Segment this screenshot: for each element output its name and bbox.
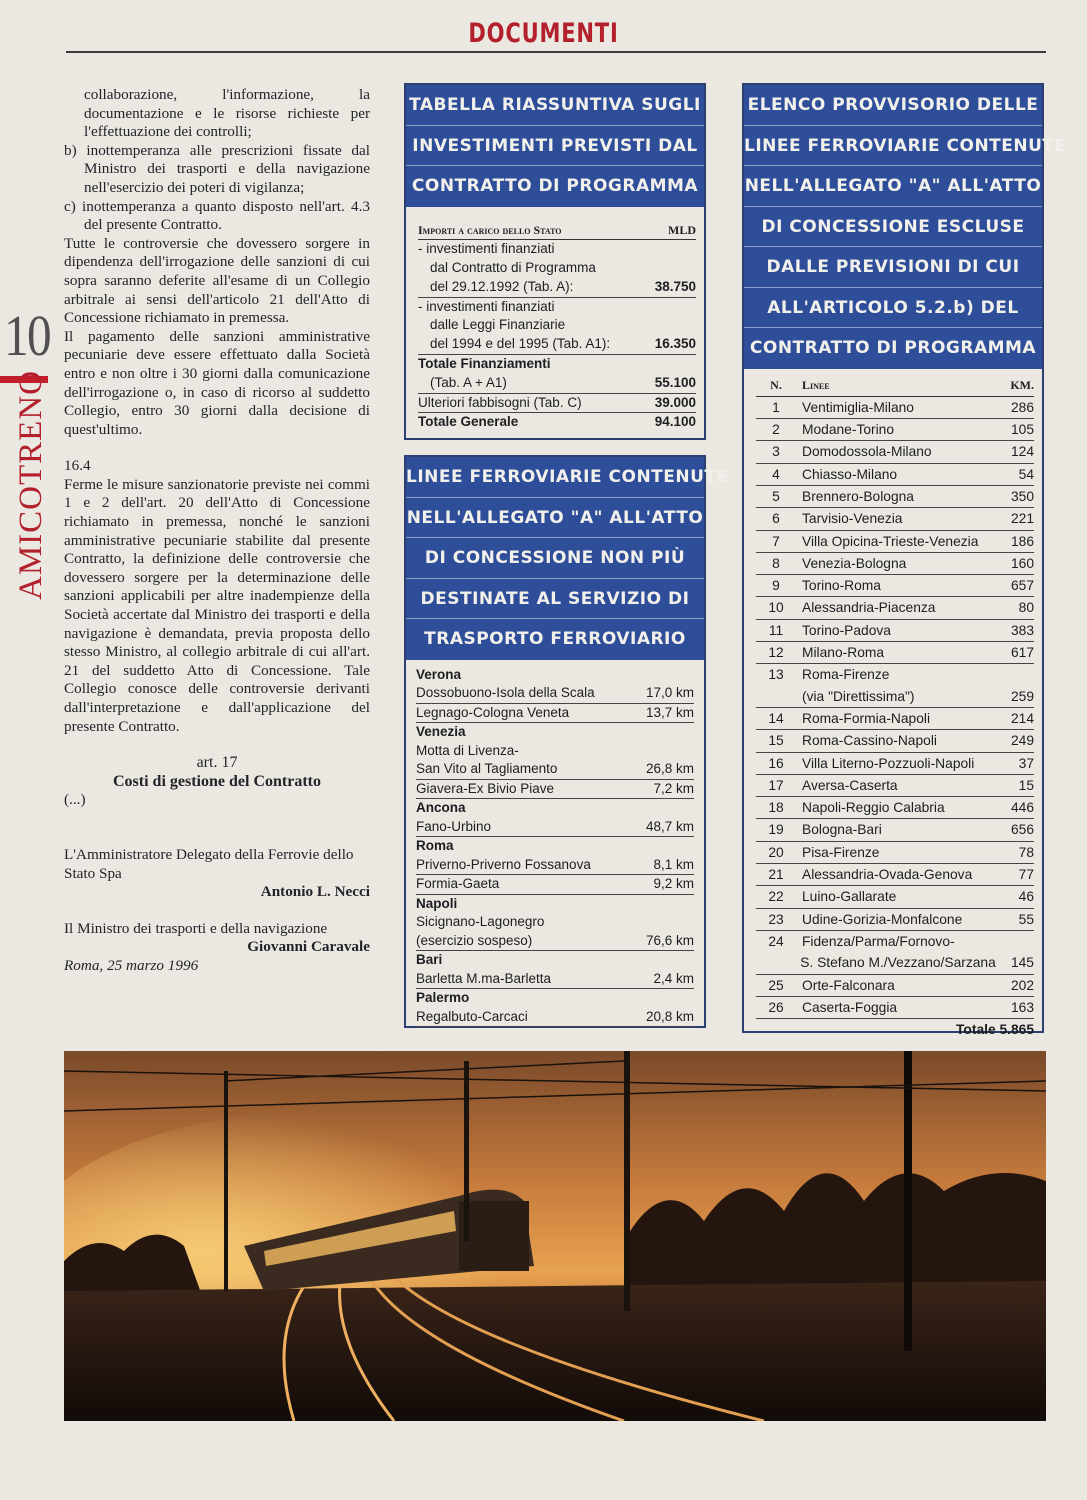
title-line: ELENCO PROVVISORIO DELLE bbox=[744, 85, 1042, 126]
title-line: CONTRATTO DI PROGRAMMA bbox=[749, 338, 1037, 358]
row-label: Totale Generale bbox=[418, 414, 519, 430]
line-row bbox=[416, 1008, 694, 1028]
line-row bbox=[416, 704, 694, 724]
table-row bbox=[756, 909, 1034, 931]
line-name-continued: S. Stefano M./Vezzano/Sarzana bbox=[800, 955, 996, 971]
total: Totale 5.865 bbox=[956, 1022, 1034, 1038]
line-name: Priverno-Priverno Fossanova bbox=[416, 856, 591, 872]
table-row bbox=[418, 374, 696, 394]
row-label: del 29.12.1992 (Tab. A): bbox=[430, 278, 574, 294]
table-row bbox=[756, 842, 1034, 864]
table-row bbox=[418, 413, 696, 432]
table-row bbox=[756, 419, 1034, 441]
line-name: Brennero-Bologna bbox=[802, 488, 914, 504]
line-name: Villa Literno-Pozzuoli-Napoli bbox=[802, 755, 975, 771]
article-number: art. 17 bbox=[196, 754, 238, 772]
article-column bbox=[64, 86, 370, 976]
row-number-empty bbox=[756, 686, 796, 707]
line-row bbox=[416, 780, 694, 800]
signature-name: Antonio L. Necci bbox=[260, 883, 370, 901]
line-name: Torino-Roma bbox=[802, 578, 881, 594]
line-length: 26,8 km bbox=[645, 761, 694, 776]
table-row bbox=[756, 464, 1034, 486]
table-row bbox=[756, 753, 1034, 775]
line-km: 77 bbox=[1018, 867, 1034, 883]
line-row bbox=[416, 684, 694, 704]
table-header bbox=[418, 221, 696, 241]
row-number: 9 bbox=[772, 578, 780, 594]
line-km: 383 bbox=[1010, 622, 1034, 638]
row-number: 14 bbox=[768, 710, 784, 726]
table-row bbox=[756, 797, 1034, 819]
row-number: 7 bbox=[772, 533, 780, 549]
table-row bbox=[756, 864, 1034, 886]
row-number: 8 bbox=[772, 555, 780, 571]
km-header: KM. bbox=[1010, 377, 1034, 392]
line-km: 160 bbox=[1010, 555, 1034, 571]
spacer bbox=[64, 828, 370, 846]
section-number: 16.4 bbox=[64, 457, 91, 475]
row-value: 38.750 bbox=[654, 278, 696, 294]
line-name: Dossobuono-Isola della Scala bbox=[416, 685, 595, 700]
provisional-lines-box bbox=[742, 83, 1067, 1038]
lines-box-title bbox=[406, 457, 729, 660]
table-row bbox=[756, 597, 1034, 619]
table-row bbox=[756, 642, 1034, 664]
line-length: 13,7 km bbox=[645, 704, 694, 720]
line-km: 78 bbox=[1018, 844, 1034, 860]
line-name: Regalbuto-Carcaci bbox=[416, 1008, 528, 1024]
spacer bbox=[64, 439, 370, 457]
lines-list bbox=[406, 660, 704, 1036]
line-name: Orte-Falconara bbox=[802, 977, 895, 993]
row-label: dalle Leggi Finanziarie bbox=[430, 317, 566, 333]
line-row bbox=[416, 742, 694, 761]
row-label: dal Contratto di Programma bbox=[430, 260, 596, 276]
line-row bbox=[416, 856, 694, 876]
article-title: Costi di gestione del Contratto bbox=[113, 772, 321, 790]
line-km: 15 bbox=[1018, 777, 1034, 793]
row-value: 39.000 bbox=[654, 394, 696, 410]
spacer bbox=[64, 810, 370, 828]
row-number: 20 bbox=[768, 844, 784, 860]
table-row bbox=[418, 240, 696, 259]
line-length: 8,1 km bbox=[653, 856, 694, 872]
line-name: Udine-Gorizia-Monfalcone bbox=[802, 911, 963, 927]
line-header: Linee bbox=[802, 377, 830, 392]
line-name: Tarvisio-Venezia bbox=[802, 511, 903, 527]
signature-role: Il Ministro dei trasporti e della navigazione bbox=[64, 919, 328, 937]
line-km: 80 bbox=[1018, 600, 1034, 616]
table-row bbox=[756, 819, 1034, 841]
row-label: Totale Finanziamenti bbox=[418, 356, 551, 372]
line-name: Roma-Firenze bbox=[802, 667, 890, 683]
line-name: Chiasso-Milano bbox=[802, 466, 898, 482]
region-name: Verona bbox=[416, 666, 462, 682]
line-km: 105 bbox=[1010, 422, 1034, 438]
line-length: 2,4 km bbox=[653, 970, 694, 986]
paragraph: Ferme le misure sanzionatorie previste nei commi 1 e 2 dell'art. 20 dell'Atto di Concessione richiamato in premessa, nonché le sanzioni amministrative pecuniarie stabilite dal presente Contratto, la definizione delle controversie che dovessero sorgere per la determinazione delle sanzioni applicabili per altre inadempienze della Società accertate dal Ministro dei trasporti e della navigazione è demandata, previa proposta dello stesso Ministro, al collegio arbitrale di cui all'art. 21 del suddetto Atto di Concessione. Tale Collegio conosce delle controversie derivanti dall'interpretazione e dall'applicazione del presente Contratto. bbox=[64, 475, 370, 735]
line-row bbox=[416, 913, 694, 932]
row-number: 25 bbox=[768, 977, 784, 993]
row-number: 22 bbox=[768, 889, 784, 905]
line-name-continued: (via "Direttissima") bbox=[802, 688, 915, 704]
table-row bbox=[756, 708, 1034, 730]
row-number: 1 bbox=[772, 399, 780, 415]
line-name: Domodossola-Milano bbox=[802, 444, 932, 460]
row-number-empty bbox=[756, 952, 794, 973]
provisional-lines-table bbox=[744, 369, 1042, 1048]
line-name: Aversa-Caserta bbox=[802, 777, 898, 793]
line-km: 163 bbox=[1010, 999, 1034, 1015]
region-name: Palermo bbox=[416, 990, 470, 1005]
title-line: ALL'ARTICOLO 5.2.b) DEL bbox=[744, 288, 1042, 329]
table-row bbox=[756, 553, 1034, 575]
row-label: del 1994 e del 1995 (Tab. A1): bbox=[430, 336, 611, 352]
line-length: 20,8 km bbox=[645, 1008, 694, 1024]
line-row bbox=[416, 932, 694, 952]
row-number: 21 bbox=[768, 867, 784, 883]
table-row bbox=[756, 620, 1034, 642]
paragraph: Il pagamento delle sanzioni amministrative pecuniarie deve essere effettuato dalla Società entro e non oltre i 30 giorni dalla comunicazione dell'irrogazione o, in caso di ricorso al suddetto Collegio, entro 30 giorni dalla decisione di quest'ultimo. bbox=[64, 327, 370, 438]
list-item-c: c) inottemperanza a quanto disposto nell'art. 4.3 del presente Contratto. bbox=[64, 197, 370, 234]
line-name: Luino-Gallarate bbox=[802, 889, 897, 905]
table-row-continuation bbox=[756, 686, 1034, 708]
line-km: 46 bbox=[1018, 889, 1034, 905]
title-line: DESTINATE AL SERVIZIO DI bbox=[406, 579, 704, 620]
table-row-continuation bbox=[756, 952, 1034, 974]
line-km: 214 bbox=[1010, 710, 1034, 726]
table-row bbox=[418, 335, 696, 355]
title-line: CONTRATTO DI PROGRAMMA bbox=[411, 176, 699, 196]
line-name: Barletta M.ma-Barletta bbox=[416, 970, 552, 986]
line-km: 259 bbox=[1010, 688, 1034, 704]
investments-box-title bbox=[406, 85, 704, 207]
line-km: 124 bbox=[1010, 444, 1034, 460]
row-label: Ulteriori fabbisogni (Tab. C) bbox=[418, 394, 582, 410]
line-km bbox=[994, 931, 1034, 952]
train-sunset-photo bbox=[64, 1051, 1046, 1421]
row-number: 26 bbox=[768, 999, 784, 1015]
line-km: 350 bbox=[1010, 488, 1034, 504]
table-row bbox=[756, 397, 1034, 419]
title-line: LINEE FERROVIARIE CONTENUTE bbox=[744, 126, 1042, 167]
row-label: - investimenti finanziati bbox=[418, 298, 555, 314]
row-number: 3 bbox=[772, 444, 780, 460]
table-header bbox=[756, 375, 1034, 397]
lines-not-destined-box bbox=[404, 455, 729, 1028]
title-line: DI CONCESSIONE NON PIÙ bbox=[406, 538, 704, 579]
line-km: 249 bbox=[1010, 733, 1034, 749]
photo-illustration bbox=[64, 1051, 1046, 1421]
line-km: 186 bbox=[1010, 533, 1034, 549]
section-title: DOCUMENTI bbox=[468, 18, 619, 49]
region-name: Roma bbox=[416, 838, 454, 853]
table-row bbox=[418, 278, 696, 298]
region-name: Bari bbox=[416, 952, 443, 967]
list-item-b: b) inottemperanza alle prescrizioni fissate dal Ministro dei trasporti e della navigazione nell'esercizio dei poteri di vigilanza; bbox=[64, 141, 370, 196]
table-row bbox=[418, 355, 696, 374]
row-number: 23 bbox=[768, 911, 784, 927]
row-number: 24 bbox=[768, 933, 784, 949]
line-name: Torino-Padova bbox=[802, 622, 891, 638]
table-row bbox=[418, 298, 696, 317]
title-line: NELL'ALLEGATO "A" ALL'ATTO bbox=[406, 498, 704, 539]
investments-box bbox=[404, 83, 706, 440]
document-date: Roma, 25 marzo 1996 bbox=[64, 956, 199, 974]
signature-role: L'Amministratore Delegato della Ferrovie dello Stato Spa bbox=[64, 845, 354, 882]
table-row bbox=[756, 441, 1034, 463]
table-row bbox=[756, 775, 1034, 797]
line-name: Fano-Urbino bbox=[416, 818, 492, 834]
line-length: 48,7 km bbox=[645, 818, 694, 834]
line-km: 286 bbox=[1010, 399, 1034, 415]
row-number: 17 bbox=[768, 777, 784, 793]
line-name: Sicignano-Lagonegro bbox=[416, 914, 545, 929]
table-row bbox=[756, 486, 1034, 508]
line-name: Caserta-Foggia bbox=[802, 999, 898, 1015]
line-km: 54 bbox=[1018, 466, 1034, 482]
line-length: 9,2 km bbox=[653, 876, 694, 891]
title-line: TABELLA RIASSUNTIVA SUGLI bbox=[406, 85, 704, 126]
row-value: 94.100 bbox=[654, 414, 696, 430]
row-number: 12 bbox=[768, 645, 784, 661]
line-name: Milano-Roma bbox=[802, 645, 885, 661]
title-line: NELL'ALLEGATO "A" ALL'ATTO bbox=[744, 166, 1042, 207]
line-row bbox=[416, 970, 694, 990]
region-name: Venezia bbox=[416, 724, 466, 739]
table-row bbox=[756, 730, 1034, 752]
line-km: 145 bbox=[1010, 955, 1034, 971]
row-number: 11 bbox=[768, 622, 784, 638]
table-row bbox=[756, 664, 1034, 685]
table-row bbox=[418, 259, 696, 278]
line-row bbox=[416, 875, 694, 895]
line-km: 617 bbox=[1010, 645, 1034, 661]
table-row bbox=[418, 394, 696, 414]
row-label: (Tab. A + A1) bbox=[430, 374, 507, 390]
title-line: TRASPORTO FERROVIARIO bbox=[424, 629, 686, 649]
line-name: Modane-Torino bbox=[802, 422, 895, 438]
table-row bbox=[756, 531, 1034, 553]
table-row bbox=[756, 886, 1034, 908]
line-name: Alessandria-Piacenza bbox=[802, 600, 936, 616]
provisional-box-title bbox=[744, 85, 1067, 369]
spacer bbox=[64, 902, 370, 920]
table-row bbox=[418, 316, 696, 335]
row-number: 5 bbox=[772, 488, 780, 504]
row-number: 18 bbox=[768, 800, 784, 816]
unit-header: MLD bbox=[668, 222, 696, 237]
table-row bbox=[756, 975, 1034, 997]
line-name: Ventimiglia-Milano bbox=[802, 399, 914, 415]
ellipsis: (...) bbox=[64, 791, 86, 809]
row-number: 10 bbox=[768, 600, 784, 616]
line-name: Legnago-Cologna Veneta bbox=[416, 704, 570, 720]
line-name: Napoli-Reggio Calabria bbox=[802, 800, 945, 816]
column-header: Importi a carico dello Stato bbox=[418, 222, 562, 237]
table-row bbox=[756, 508, 1034, 530]
line-length: 7,2 km bbox=[653, 780, 694, 796]
line-name: Motta di Livenza- bbox=[416, 742, 519, 758]
title-line: INVESTIMENTI PREVISTI DAL bbox=[406, 126, 704, 167]
table-row bbox=[756, 931, 1034, 952]
row-number: 2 bbox=[772, 422, 780, 438]
title-line: DI CONCESSIONE ESCLUSE bbox=[744, 207, 1042, 248]
region-name: Napoli bbox=[416, 895, 458, 911]
line-km: 657 bbox=[1010, 578, 1034, 594]
line-km: 446 bbox=[1010, 800, 1034, 816]
number-header: N. bbox=[770, 377, 782, 392]
table-body bbox=[756, 397, 1034, 1019]
page-number: 10 bbox=[4, 303, 50, 368]
line-km bbox=[994, 664, 1034, 685]
line-row bbox=[416, 818, 694, 838]
row-number: 16 bbox=[768, 755, 784, 771]
line-name: San Vito al Tagliamento bbox=[416, 761, 558, 776]
table-row bbox=[756, 575, 1034, 597]
row-number: 13 bbox=[768, 667, 784, 683]
line-name: Formia-Gaeta bbox=[416, 876, 500, 891]
title-line: DALLE PREVISIONI DI CUI bbox=[744, 247, 1042, 288]
row-number: 15 bbox=[768, 733, 784, 749]
row-value: 16.350 bbox=[654, 336, 696, 352]
line-row bbox=[416, 760, 694, 780]
line-name: Venezia-Bologna bbox=[802, 555, 907, 571]
line-name: Bologna-Bari bbox=[802, 822, 882, 838]
signature-name: Giovanni Caravale bbox=[247, 938, 370, 956]
region-name: Ancona bbox=[416, 800, 466, 815]
line-km: 37 bbox=[1018, 755, 1034, 771]
line-km: 221 bbox=[1010, 511, 1034, 527]
line-name: Alessandria-Ovada-Genova bbox=[802, 867, 973, 883]
table-row bbox=[756, 997, 1034, 1019]
row-number: 6 bbox=[772, 511, 780, 527]
investments-table bbox=[406, 207, 704, 439]
line-name: Giavera-Ex Bivio Piave bbox=[416, 780, 555, 796]
line-length: 17,0 km bbox=[645, 685, 694, 700]
row-value: 55.100 bbox=[654, 374, 696, 390]
line-km: 656 bbox=[1010, 822, 1034, 838]
paragraph: collaborazione, l'informazione, la documentazione e le risorse richieste per l'effettuazione dei controlli; bbox=[84, 86, 370, 141]
title-line: LINEE FERROVIARIE CONTENUTE bbox=[406, 457, 704, 498]
row-label: - investimenti finanziati bbox=[418, 241, 555, 257]
magazine-name: AMICOTRENO bbox=[13, 370, 49, 600]
line-name: Fidenza/Parma/Fornovo- bbox=[802, 933, 955, 949]
line-name: Roma-Cassino-Napoli bbox=[802, 733, 937, 749]
row-number: 4 bbox=[772, 466, 780, 482]
row-number: 19 bbox=[768, 822, 784, 838]
line-length: 76,6 km bbox=[645, 932, 694, 948]
line-name: Villa Opicina-Trieste-Venezia bbox=[802, 533, 979, 549]
line-name: (esercizio sospeso) bbox=[416, 932, 533, 948]
header-rule bbox=[66, 51, 1046, 53]
line-name: Pisa-Firenze bbox=[802, 844, 880, 860]
line-name: Roma-Formia-Napoli bbox=[802, 710, 931, 726]
line-km: 202 bbox=[1010, 977, 1034, 993]
paragraph: Tutte le controversie che dovessero sorgere in dipendenza dell'irrogazione delle sanzioni di cui sopra saranno deferite all'esame di un Collegio arbitrale ai sensi dell'articolo 21 dell'Atto di Concessione richiamato in premessa. bbox=[64, 234, 370, 327]
line-km: 55 bbox=[1018, 911, 1034, 927]
